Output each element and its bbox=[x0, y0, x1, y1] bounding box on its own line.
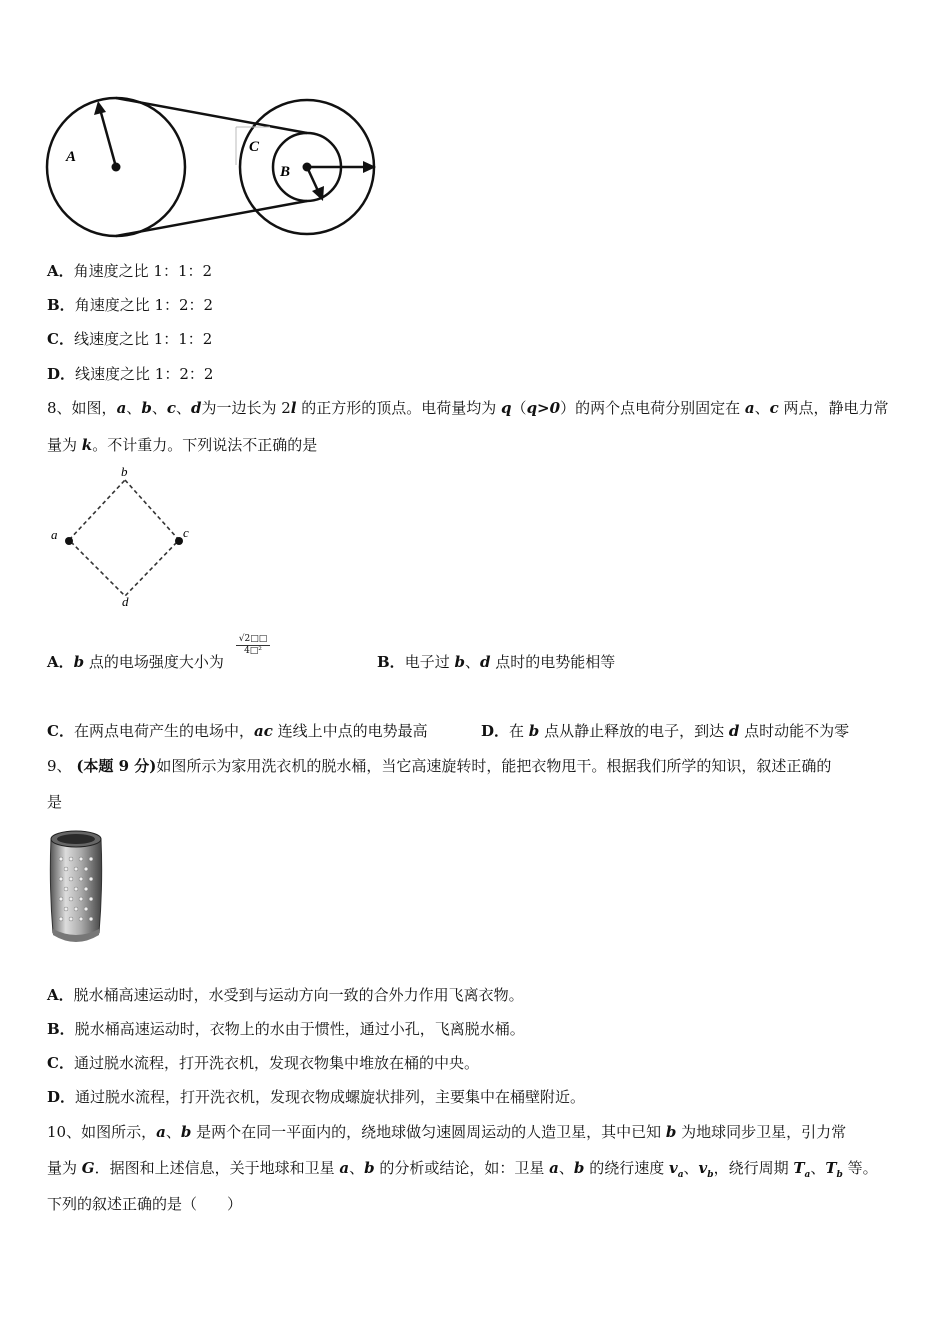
q9-option-d: D．通过脱水流程，打开洗衣机，发现衣物成螺旋状排列，主要集中在桶壁附近。 bbox=[47, 1088, 586, 1106]
q8-option-a-formula bbox=[236, 634, 270, 657]
formula-denominator: 4□² bbox=[244, 646, 262, 656]
square-outline bbox=[69, 480, 179, 596]
q7-option-a: A．角速度之比 1：1：2 bbox=[47, 262, 213, 280]
q8-option-d: D．在 b 点从静止释放的电子，到达 d 点时动能不为零 bbox=[481, 722, 850, 740]
pulley-diagram bbox=[40, 95, 385, 245]
square-label-d: d bbox=[122, 594, 129, 609]
label-a: A bbox=[66, 149, 77, 165]
charge-c bbox=[175, 537, 183, 545]
q10-stem-line3: 下列的叙述正确的是（ ） bbox=[47, 1195, 243, 1213]
formula-numerator: √2□□ bbox=[236, 634, 270, 646]
q8-option-a: A．b 点的电场强度大小为 bbox=[47, 653, 224, 671]
arrow-a-icon bbox=[94, 101, 106, 115]
q10-stem-line2: 量为 G．据图和上述信息，关于地球和卫星 a、b 的分析或结论，如：卫星 a、b 的绕行速度 $v_a$、$v_b$，绕行周期 $T_a$、$T_b$ 等。 bbox=[47, 1159, 878, 1180]
q10-stem-line1: 10、如图所示，a、b 是两个在同一平面内的，绕地球做匀速圆周运动的人造卫星，其中已知 b 为地球同步卫星，引力常 bbox=[47, 1123, 847, 1141]
belt-top bbox=[116, 98, 307, 133]
spin-drum-image bbox=[45, 825, 107, 950]
label-b: B bbox=[280, 164, 291, 180]
q9-option-c: C．通过脱水流程，打开洗衣机，发现衣物集中堆放在桶的中央。 bbox=[47, 1054, 479, 1072]
q8-stem-line1: 8、如图，a、b、c、d为一边长为 2l 的正方形的顶点。电荷量均为 q（q>0）的两个点电荷分别固定在 a、c 两点，静电力常 bbox=[47, 399, 889, 417]
q9-option-a: A．脱水桶高速运动时，水受到与运动方向一致的合外力作用飞离衣物。 bbox=[47, 986, 524, 1004]
belt-bottom bbox=[116, 201, 307, 236]
q8-option-c: C．在两点电荷产生的电场中，ac 连线上中点的电势最高 bbox=[47, 722, 428, 740]
square-label-c: c bbox=[183, 525, 189, 540]
q9-option-b: B．脱水桶高速运动时，衣物上的水由于惯性，通过小孔，飞离脱水桶。 bbox=[47, 1020, 525, 1038]
q8-option-b: B．电子过 b、d 点时的电势能相等 bbox=[377, 653, 616, 671]
square-diagram bbox=[45, 462, 205, 612]
q8-stem-line2: 量为 k。不计重力。下列说法不正确的是 bbox=[47, 436, 318, 454]
q7-option-b: B．角速度之比 1：2：2 bbox=[47, 296, 214, 314]
square-label-b: b bbox=[121, 464, 128, 479]
q9-stem-line2: 是 bbox=[47, 793, 63, 811]
charge-a bbox=[65, 537, 73, 545]
q9-stem-line1: 9、 (本题 9 分)如图所示为家用洗衣机的脱水桶，当它高速旋转时，能把衣物甩干。根据我们所学的知识，叙述正确的 bbox=[47, 757, 832, 775]
q7-option-c: C．线速度之比 1：1：2 bbox=[47, 330, 213, 348]
label-c: C bbox=[249, 139, 260, 155]
square-label-a: a bbox=[51, 527, 58, 542]
q7-option-d: D．线速度之比 1：2：2 bbox=[47, 365, 214, 383]
